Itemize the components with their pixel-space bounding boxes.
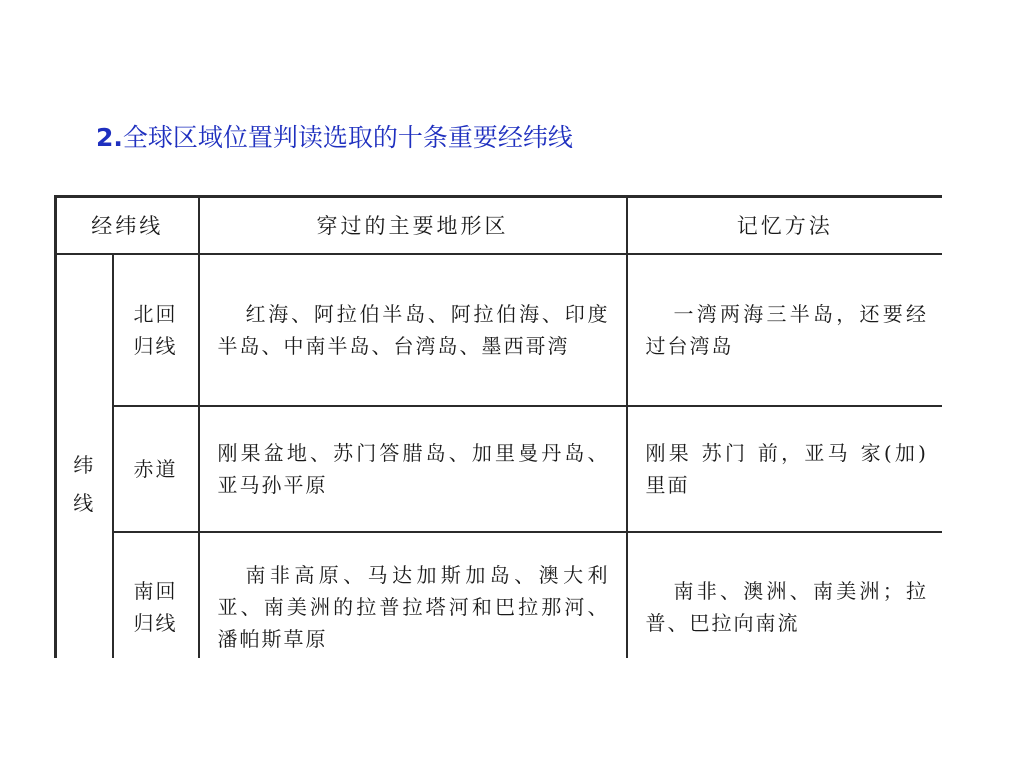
row-name: 北回 归线	[133, 302, 178, 358]
title-number: 2.	[96, 123, 123, 152]
memory-cell: 一湾两海三半岛，还要经过台湾岛	[627, 254, 943, 406]
group-latitude-label: 纬 线	[73, 453, 96, 515]
latitude-table-container	[54, 195, 942, 658]
title-text: 全球区域位置判读选取的十条重要经纬线	[122, 123, 573, 152]
terrain-cell: 红海、阿拉伯半岛、阿拉伯海、印度半岛、中南半岛、台湾岛、墨西哥湾	[199, 254, 627, 406]
table-header-row	[56, 197, 943, 255]
header-terrain: 穿过的主要地形区	[199, 197, 627, 255]
row-name-cell	[113, 254, 199, 406]
table-row	[56, 254, 943, 406]
header-memory-method: 记忆方法	[627, 197, 943, 255]
memory-cell: 南非、澳洲、南美洲；拉普、巴拉向南流	[627, 532, 943, 658]
row-name: 南回 归线	[133, 579, 178, 635]
header-latlon-line: 经纬线	[56, 197, 199, 255]
memory-cell: 刚果 苏门 前，亚马 家(加)里面	[627, 406, 943, 532]
table-row	[56, 532, 943, 658]
terrain-cell: 刚果盆地、苏门答腊岛、加里曼丹岛、亚马孙平原	[199, 406, 627, 532]
latitude-table	[54, 195, 942, 658]
row-name: 赤道	[133, 457, 178, 481]
row-name-cell	[113, 406, 199, 532]
terrain-cell: 南非高原、马达加斯加岛、澳大利亚、南美洲的拉普拉塔河和巴拉那河、潘帕斯草原	[199, 532, 627, 658]
row-name-cell	[113, 532, 199, 658]
group-latitude-cell	[56, 254, 113, 658]
table-row	[56, 406, 943, 532]
page-title	[96, 118, 573, 154]
